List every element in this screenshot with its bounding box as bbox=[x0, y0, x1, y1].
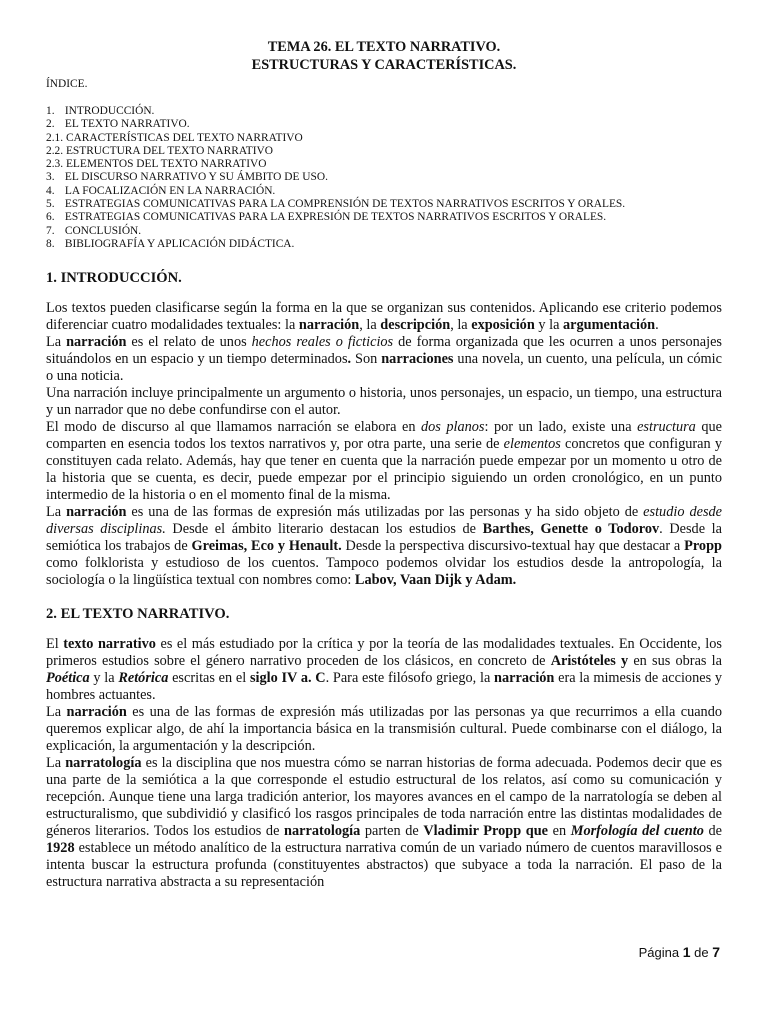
bold-text: narración bbox=[66, 334, 127, 351]
text-run: , la bbox=[359, 317, 381, 334]
bold-text: Retórica bbox=[118, 670, 169, 687]
toc-item-number: 7. bbox=[46, 224, 55, 237]
toc-item-label: INTRODUCCIÓN. bbox=[64, 105, 155, 117]
title-line-2: ESTRUCTURAS Y CARACTERÍSTICAS. bbox=[251, 57, 517, 73]
text-run: La bbox=[46, 504, 67, 521]
bold-text: exposición bbox=[471, 317, 535, 334]
text-run: es una de las formas de expresión más utilizadas por las personas ya que recurrimos a ella cuando queremos explicar algo, de ahí la importancia básica en la transmisión cultural. Puede combinarse con el diálogo, la explicación, la argumentación y la descripción. bbox=[46, 704, 723, 755]
text-run: es el relato de unos bbox=[126, 334, 252, 351]
toc-item-label: CONCLUSIÓN. bbox=[64, 224, 142, 237]
bold-text: narratología bbox=[284, 823, 361, 840]
bold-text: Poética bbox=[46, 670, 90, 687]
text-run: . Para este filósofo griego, la bbox=[325, 670, 495, 687]
text-run: La bbox=[46, 704, 67, 721]
text-run: concretos que configuran y constituyen cada relato. Además, hay que tener en cuenta que la narración puede empezar por un momento u otro de la historia que se cuenta, es decir, puede empezar por el principio siguiendo un orden cronológico, en un punto intermedio de la historia o en el momento final de la misma. bbox=[46, 436, 722, 504]
toc-item bbox=[46, 118, 722, 131]
bold-text: 1928 bbox=[46, 840, 75, 857]
title-line-1: TEMA 26. EL TEXTO NARRATIVO. bbox=[267, 39, 501, 55]
bold-text: Vladimir Propp que bbox=[423, 823, 549, 840]
paragraph bbox=[46, 419, 722, 504]
bold-text: narratología bbox=[65, 755, 142, 772]
italic-text: estructura bbox=[637, 419, 696, 436]
toc-item-number: 4. bbox=[46, 184, 55, 197]
text-run: . bbox=[655, 317, 659, 334]
bold-text: Barthes, Genette o Todorov bbox=[482, 521, 660, 538]
text-run: El modo de discurso al que llamamos narración se elabora en bbox=[46, 419, 421, 436]
text-run: Los textos pueden clasificarse según la forma en la que se organizan sus contenidos. Aplicando ese criterio podemos diferenciar cuatro modalidades textuales: la bbox=[46, 300, 722, 334]
toc-item-number: 2. bbox=[46, 118, 55, 131]
toc-item-label: ESTRUCTURA DEL TEXTO NARRATIVO bbox=[65, 144, 273, 157]
toc-item-number: 2.1. bbox=[46, 131, 64, 144]
bold-text: argumentación bbox=[563, 317, 656, 334]
toc-item bbox=[46, 158, 722, 171]
toc-item-label: CARACTERÍSTICAS DEL TEXTO NARRATIVO bbox=[65, 131, 303, 144]
paragraph bbox=[46, 334, 722, 385]
section-1-body bbox=[46, 300, 722, 589]
footer-total-pages: 7 bbox=[712, 944, 720, 960]
bold-text: narración bbox=[66, 704, 127, 721]
text-run: es el más estudiado por la crítica y por la teoría de las modalidades textuales. En Occidente, los primeros estudios sobre el género narrativo proceden de los clásicos, en concreto de bbox=[46, 636, 722, 670]
text-run: escritas en el bbox=[168, 670, 250, 687]
toc-item-number: 3. bbox=[46, 171, 55, 184]
paragraph bbox=[46, 385, 722, 419]
text-run: y la bbox=[89, 670, 119, 687]
text-run: en bbox=[548, 823, 571, 840]
bold-text: narración bbox=[298, 317, 360, 334]
text-run: Una narración incluye principalmente un argumento o historia, unos personajes, un espacio, un tiempo, una estructura y un narrador que no debe confundirse con el autor. bbox=[46, 385, 722, 419]
page-footer bbox=[0, 944, 720, 960]
bold-text: Morfología del cuento bbox=[570, 823, 704, 840]
text-run: era la mimesis de acciones y hombres actuantes. bbox=[46, 670, 723, 704]
bold-text: Labov, Vaan Dijk y Adam. bbox=[354, 572, 517, 589]
toc-item-label: EL DISCURSO NARRATIVO Y SU ÁMBITO DE USO. bbox=[64, 171, 328, 184]
bold-text: narraciones bbox=[381, 351, 454, 368]
paragraph bbox=[46, 755, 722, 891]
document-title bbox=[46, 38, 722, 74]
paragraph bbox=[46, 504, 722, 589]
section-2-heading: 2. EL TEXTO NARRATIVO. bbox=[46, 606, 230, 623]
text-run: establece un método analítico de la estructura narrativa común de un variado número de cuentos maravillosos e intenta buscar la estructura profunda (constituyentes abstractos) que subyace a toda la narración. El paso de la estructura narrativa abstracta a su representación bbox=[46, 840, 722, 891]
toc-item-label: ESTRATEGIAS COMUNICATIVAS PARA LA COMPRENSIÓN DE TEXTOS NARRATIVOS ESCRITOS Y ORALES. bbox=[64, 198, 626, 211]
footer-page-label: Página bbox=[638, 945, 680, 960]
toc-item bbox=[46, 198, 722, 211]
footer-of-label: de bbox=[694, 945, 709, 960]
text-run: La bbox=[46, 334, 67, 351]
italic-text: hechos reales o ficticios bbox=[251, 334, 394, 351]
toc-item-label: BIBLIOGRAFÍA Y APLICACIÓN DIDÁCTICA. bbox=[64, 237, 295, 250]
text-run: como folklorista y estudioso de los cuentos. Tampoco podemos olvidar los estudios desde la antropología, la sociología o la lingüística textual con nombres como: bbox=[46, 555, 722, 589]
text-run: . Desde la semiótica los trabajos de bbox=[46, 521, 722, 555]
bold-text: narración bbox=[494, 670, 555, 687]
toc-item bbox=[46, 105, 722, 118]
paragraph bbox=[46, 704, 722, 755]
toc-item-label: ELEMENTOS DEL TEXTO NARRATIVO bbox=[65, 158, 267, 171]
bold-text: narración bbox=[66, 504, 127, 521]
toc-item-number: 5. bbox=[46, 198, 55, 211]
bold-text: Aristóteles y bbox=[550, 653, 629, 670]
bold-text: texto narrativo bbox=[63, 636, 156, 653]
italic-text: estudio desde diversas disciplinas. bbox=[46, 504, 722, 538]
toc-item bbox=[46, 145, 722, 158]
text-run: : por un lado, existe una bbox=[484, 419, 638, 436]
toc-item-label: EL TEXTO NARRATIVO. bbox=[64, 118, 190, 131]
italic-text: dos planos bbox=[421, 419, 485, 436]
toc-item bbox=[46, 211, 722, 224]
toc-item bbox=[46, 132, 722, 145]
toc-item-number: 2.2. bbox=[46, 144, 64, 157]
text-run: La bbox=[46, 755, 66, 772]
paragraph bbox=[46, 636, 722, 704]
toc-item-number: 1. bbox=[46, 105, 55, 117]
text-run: Desde la perspectiva discursivo-textual hay que destacar a bbox=[341, 538, 685, 555]
text-run: Desde el ámbito literario destacan los estudios de bbox=[165, 521, 483, 538]
text-run: El bbox=[46, 636, 64, 653]
text-run: una novela, un cuento, una película, un cómic o una noticia. bbox=[46, 351, 722, 385]
toc-item-number: 2.3. bbox=[46, 158, 64, 171]
text-run: , la bbox=[450, 317, 472, 334]
table-of-contents bbox=[46, 105, 722, 251]
bold-text: . bbox=[347, 351, 352, 368]
toc-item-number: 6. bbox=[46, 211, 55, 224]
text-run: parten de bbox=[360, 823, 424, 840]
bold-text: descripción bbox=[380, 317, 451, 334]
bold-text: siglo IV a. C bbox=[249, 670, 326, 687]
bold-text: Greimas, Eco y Henault. bbox=[191, 538, 342, 555]
italic-text: elementos bbox=[503, 436, 561, 453]
document-page bbox=[46, 38, 722, 891]
toc-item bbox=[46, 171, 722, 184]
bold-text: Propp bbox=[684, 538, 722, 555]
text-run: y la bbox=[534, 317, 563, 334]
section-1-heading: 1. INTRODUCCIÓN. bbox=[46, 270, 182, 287]
toc-item bbox=[46, 238, 722, 251]
text-run: es una de las formas de expresión más utilizadas por las personas y ha sido objeto de bbox=[126, 504, 644, 521]
text-run: es la disciplina que nos muestra cómo se narran historias de forma adecuada. Podemos decir que es una parte de la semiótica a la que corresponde el estudio estructural de los relatos, así como su comunicación y recepción. Aunque tiene una larga tradición anterior, los mayores avances en el campo de la narratología se deben al estructuralismo, que subdividió y clasificó los rasgos principales de toda narración entre las distintas modalidades de géneros literarios. Todos los estudios de bbox=[46, 755, 723, 840]
paragraph bbox=[46, 300, 722, 334]
text-run: que comparten en esencia todos los textos narrativos y, por otra parte, una serie de bbox=[46, 419, 722, 453]
index-label: ÍNDICE. bbox=[46, 78, 88, 90]
toc-item-label: ESTRATEGIAS COMUNICATIVAS PARA LA EXPRESIÓN DE TEXTOS NARRATIVOS ESCRITOS Y ORALES. bbox=[64, 211, 607, 224]
text-run: de forma organizada que les ocurren a unos personajes situándolos en un espacio y un tiempo determinados bbox=[46, 334, 722, 368]
text-run: en sus obras la bbox=[628, 653, 722, 670]
toc-item bbox=[46, 225, 722, 238]
toc-item bbox=[46, 185, 722, 198]
text-run: de bbox=[703, 823, 722, 840]
section-2-body bbox=[46, 636, 722, 891]
footer-page-number: 1 bbox=[682, 944, 691, 960]
toc-item-label: LA FOCALIZACIÓN EN LA NARRACIÓN. bbox=[64, 184, 276, 197]
text-run: Son bbox=[351, 351, 382, 368]
toc-item-number: 8. bbox=[46, 237, 55, 250]
